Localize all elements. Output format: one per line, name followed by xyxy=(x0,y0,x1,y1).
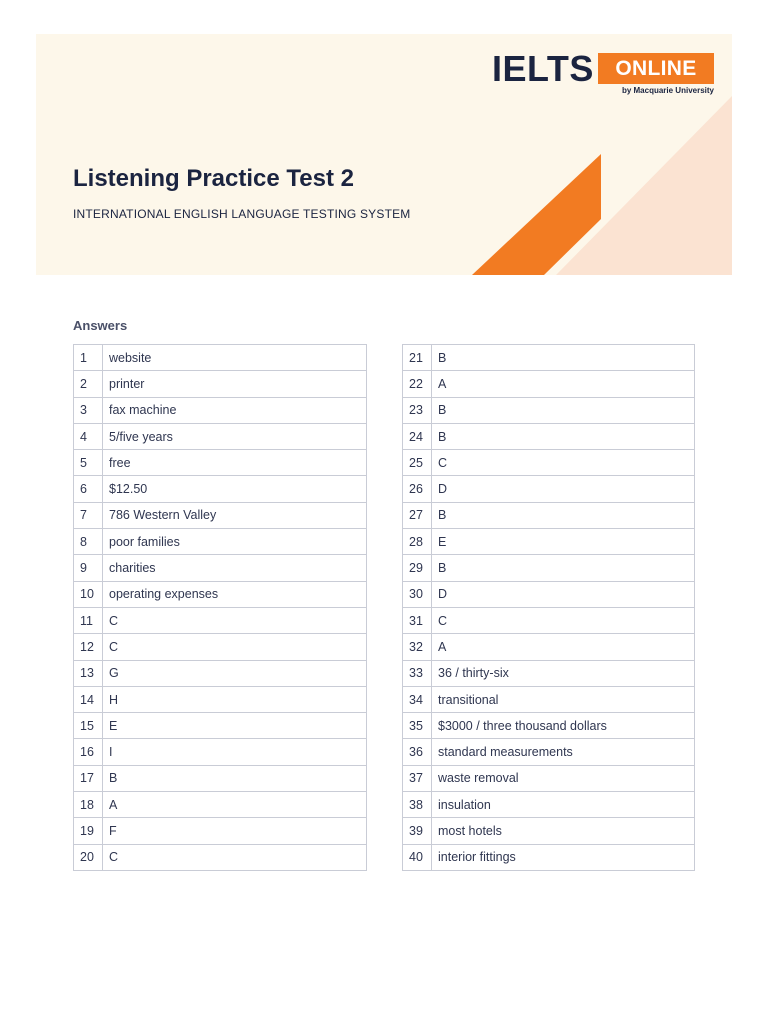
question-number: 28 xyxy=(403,529,432,555)
answer-text: $12.50 xyxy=(103,476,367,502)
question-number: 35 xyxy=(403,713,432,739)
answer-row xyxy=(403,371,695,397)
answer-text: G xyxy=(103,660,367,686)
question-number: 25 xyxy=(403,450,432,476)
question-number: 18 xyxy=(74,792,103,818)
question-number: 34 xyxy=(403,686,432,712)
question-number: 26 xyxy=(403,476,432,502)
answer-text: poor families xyxy=(103,529,367,555)
question-number: 9 xyxy=(74,555,103,581)
answer-row xyxy=(403,581,695,607)
answer-row xyxy=(403,818,695,844)
answer-row xyxy=(403,634,695,660)
question-number: 24 xyxy=(403,423,432,449)
answer-row xyxy=(403,607,695,633)
answer-row xyxy=(403,476,695,502)
question-number: 40 xyxy=(403,844,432,870)
answer-text: fax machine xyxy=(103,397,367,423)
question-number: 33 xyxy=(403,660,432,686)
answer-row xyxy=(403,660,695,686)
question-number: 21 xyxy=(403,345,432,371)
answer-text: charities xyxy=(103,555,367,581)
answer-text: website xyxy=(103,345,367,371)
answer-row xyxy=(74,423,367,449)
logo-online-badge: ONLINE xyxy=(598,53,714,84)
answer-row xyxy=(74,397,367,423)
answer-text: D xyxy=(432,476,695,502)
answer-row xyxy=(74,555,367,581)
question-number: 29 xyxy=(403,555,432,581)
answer-text: I xyxy=(103,739,367,765)
answer-row xyxy=(403,423,695,449)
answer-text: operating expenses xyxy=(103,581,367,607)
answer-text: free xyxy=(103,450,367,476)
question-number: 4 xyxy=(74,423,103,449)
answer-row xyxy=(74,371,367,397)
question-number: 7 xyxy=(74,502,103,528)
question-number: 16 xyxy=(74,739,103,765)
answer-text: C xyxy=(103,607,367,633)
answer-text: 786 Western Valley xyxy=(103,502,367,528)
question-number: 13 xyxy=(74,660,103,686)
answer-row xyxy=(74,345,367,371)
answer-row xyxy=(74,818,367,844)
question-number: 6 xyxy=(74,476,103,502)
answer-text: F xyxy=(103,818,367,844)
logo-ielts-text: IELTS xyxy=(492,48,594,89)
answer-row xyxy=(74,686,367,712)
logo-byline: by Macquarie University xyxy=(621,86,714,95)
answer-text: $3000 / three thousand dollars xyxy=(432,713,695,739)
question-number: 31 xyxy=(403,607,432,633)
answer-row xyxy=(74,713,367,739)
answer-row xyxy=(403,739,695,765)
answer-row xyxy=(74,529,367,555)
question-number: 10 xyxy=(74,581,103,607)
question-number: 11 xyxy=(74,607,103,633)
answers-table-right xyxy=(402,344,695,871)
answer-row xyxy=(403,765,695,791)
answer-row xyxy=(403,397,695,423)
answer-row xyxy=(403,713,695,739)
answer-row xyxy=(403,529,695,555)
answer-text: C xyxy=(432,607,695,633)
answer-text: B xyxy=(432,423,695,449)
question-number: 23 xyxy=(403,397,432,423)
answer-row xyxy=(74,450,367,476)
answer-row xyxy=(403,686,695,712)
answer-row xyxy=(403,792,695,818)
answer-text: waste removal xyxy=(432,765,695,791)
question-number: 1 xyxy=(74,345,103,371)
question-number: 15 xyxy=(74,713,103,739)
answer-text: A xyxy=(103,792,367,818)
answer-text: B xyxy=(432,397,695,423)
question-number: 37 xyxy=(403,765,432,791)
answer-text: E xyxy=(103,713,367,739)
question-number: 36 xyxy=(403,739,432,765)
page-subtitle: INTERNATIONAL ENGLISH LANGUAGE TESTING SYSTEM xyxy=(73,207,411,221)
answer-row xyxy=(74,502,367,528)
question-number: 39 xyxy=(403,818,432,844)
question-number: 32 xyxy=(403,634,432,660)
answer-text: interior fittings xyxy=(432,844,695,870)
answer-text: H xyxy=(103,686,367,712)
answer-row xyxy=(74,476,367,502)
answers-heading: Answers xyxy=(73,318,128,333)
answer-text: most hotels xyxy=(432,818,695,844)
question-number: 38 xyxy=(403,792,432,818)
header-banner xyxy=(36,34,732,275)
answer-text: B xyxy=(432,555,695,581)
question-number: 30 xyxy=(403,581,432,607)
question-number: 2 xyxy=(74,371,103,397)
answer-text: C xyxy=(432,450,695,476)
answer-text: E xyxy=(432,529,695,555)
answer-text: B xyxy=(432,502,695,528)
answer-row xyxy=(403,345,695,371)
answer-row xyxy=(74,739,367,765)
answer-text: standard measurements xyxy=(432,739,695,765)
answer-row xyxy=(74,844,367,870)
answer-row xyxy=(403,844,695,870)
answer-row xyxy=(74,792,367,818)
question-number: 3 xyxy=(74,397,103,423)
answer-row xyxy=(74,660,367,686)
answer-text: insulation xyxy=(432,792,695,818)
answer-text: transitional xyxy=(432,686,695,712)
question-number: 5 xyxy=(74,450,103,476)
question-number: 12 xyxy=(74,634,103,660)
answer-row xyxy=(74,634,367,660)
answer-text: C xyxy=(103,844,367,870)
answer-row xyxy=(403,555,695,581)
answer-text: B xyxy=(103,765,367,791)
answer-row xyxy=(403,502,695,528)
question-number: 17 xyxy=(74,765,103,791)
answer-text: 5/five years xyxy=(103,423,367,449)
answer-text: D xyxy=(432,581,695,607)
page-title: Listening Practice Test 2 xyxy=(73,165,354,192)
answer-text: C xyxy=(103,634,367,660)
answer-row xyxy=(403,450,695,476)
question-number: 19 xyxy=(74,818,103,844)
answer-text: printer xyxy=(103,371,367,397)
question-number: 22 xyxy=(403,371,432,397)
question-number: 8 xyxy=(74,529,103,555)
answer-text: A xyxy=(432,371,695,397)
answer-text: B xyxy=(432,345,695,371)
answer-row xyxy=(74,607,367,633)
answer-text: 36 / thirty-six xyxy=(432,660,695,686)
answers-table-left xyxy=(73,344,367,871)
question-number: 27 xyxy=(403,502,432,528)
answer-row xyxy=(74,765,367,791)
ielts-online-logo xyxy=(492,48,714,95)
answer-row xyxy=(74,581,367,607)
question-number: 14 xyxy=(74,686,103,712)
answer-text: A xyxy=(432,634,695,660)
question-number: 20 xyxy=(74,844,103,870)
